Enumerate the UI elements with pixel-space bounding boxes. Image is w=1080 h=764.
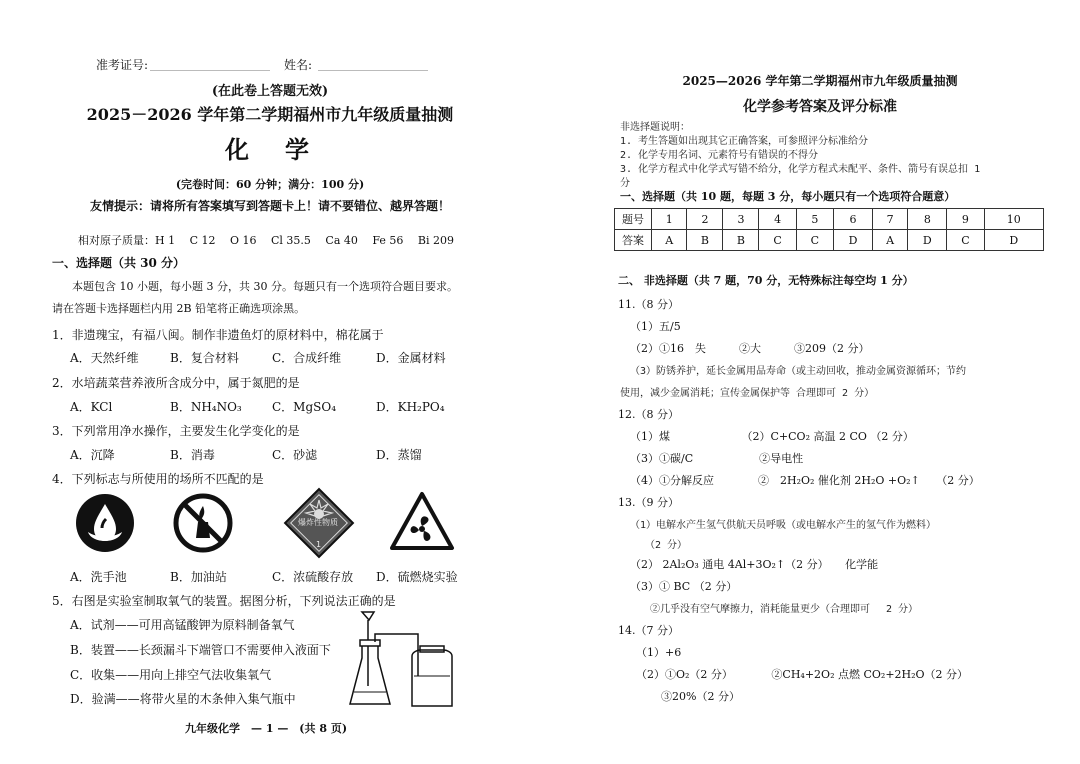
option: B．复合材料 [170, 351, 239, 365]
table-cell: B [723, 230, 759, 251]
section1-desc: 本题包含 10 小题，每小题 3 分，共 30 分。每题只有一个选项符合题目要求。 [72, 280, 458, 293]
answer-line: （2） 2Al₂O₃ 通电 4Al+3O₂↑（2 分） 化学能 [630, 558, 879, 571]
page-footer: 九年级化学 — 1 — (共 8 页) [185, 722, 348, 735]
section2-title: 二、 非选择题（共 7 题，70 分，无特殊标注每空均 1 分） [618, 274, 914, 287]
option: B．加油站 [170, 570, 227, 584]
option: A．天然纤维 [70, 351, 139, 365]
question-stem: 4．下列标志与所使用的场所不匹配的是 [52, 472, 264, 486]
question-stem: 2．水培蔬菜营养液所含成分中，属于氮肥的是 [52, 376, 300, 390]
notes-title: 非选择题说明： [620, 122, 690, 133]
answer-line: 12.（8 分） [618, 408, 679, 421]
answer-key-page [540, 0, 1080, 764]
option: C．砂滤 [272, 448, 318, 462]
note-line: 分 [620, 178, 630, 189]
friendly-tip: 友情提示：请将所有答案填写到答题卡上！请不要错位、越界答题！ [89, 199, 450, 213]
answer-line: 11.（8 分） [618, 298, 679, 311]
option: A．洗手池 [70, 570, 127, 584]
table-row [615, 230, 1044, 251]
oxygen-apparatus-figure [348, 606, 468, 712]
table-cell: D [834, 230, 873, 251]
note-line: 3. 化学方程式中化学式写错不给分，化学方程式未配平、条件、箭号有误总扣 1 [620, 164, 981, 175]
explosive-sign-number: 1 [316, 540, 322, 549]
exam-id-line [150, 70, 270, 71]
exam-title: 2025－2026 学年第二学期福州市九年级质量抽测 [86, 105, 454, 124]
table-header-cell: 题号 [615, 209, 652, 230]
option: A．沉降 [70, 448, 115, 462]
option: C．收集——用向上排空气法收集氧气 [70, 668, 272, 682]
table-cell: 4 [759, 209, 796, 230]
answer-line: （1）+6 [636, 646, 682, 659]
option: D．蒸馏 [376, 448, 422, 462]
exam-id-label: 准考证号: [96, 58, 149, 72]
option: D．硫燃烧实验 [376, 570, 458, 584]
question-stem: 3．下列常用净水操作，主要发生化学变化的是 [52, 424, 300, 438]
fan-ventilation-sign-icon [388, 490, 456, 552]
option: A．试剂——可用高锰酸钾为原料制备氧气 [70, 618, 295, 632]
table-cell: B [687, 230, 723, 251]
answer-line: （2）①O₂（2 分） ②CH₄+2O₂ 点燃 CO₂+2H₂O（2 分） [636, 668, 969, 681]
note-line: 1. 考生答题如出现其它正确答案，可参照评分标准给分 [620, 136, 869, 147]
section1-desc: 请在答题卡选择题栏内用 2B 铅笔将正确选项涂黑。 [52, 302, 306, 315]
answer-line: （3）防锈养护，延长金属用品寿命（或主动回收，推动金属资源循环；节约 [630, 366, 967, 377]
answer-line: ②几乎没有空气摩擦力，消耗能量更少（合理即可 2 分） [640, 604, 919, 615]
table-cell: 6 [834, 209, 873, 230]
section1-title: 一、选择题（共 30 分） [52, 256, 186, 270]
answer-line: （3）① BC （2 分） [630, 580, 738, 593]
option: D．金属材料 [376, 351, 446, 365]
question-stem: 5．右图是实验室制取氧气的装置。据图分析，下列说法正确的是 [52, 594, 396, 608]
table-cell: 8 [908, 209, 947, 230]
answer-line: （2 分） [640, 540, 688, 551]
table-row [615, 209, 1044, 230]
name-line [318, 70, 428, 71]
table-cell: C [796, 230, 833, 251]
answer-line: 13.（9 分） [618, 496, 679, 509]
note-line: 2. 化学专用名词、元素符号有错误的不得分 [620, 150, 819, 161]
option: A．KCl [70, 400, 113, 414]
option: C．浓硫酸存放 [272, 570, 354, 584]
table-cell: D [908, 230, 947, 251]
water-drop-sign-icon [74, 492, 136, 554]
answer-line: （1）电解水产生氢气供航天员呼吸（或电解水产生的氢气作为燃料） [630, 520, 937, 531]
subject-title: 化 学 [225, 135, 315, 164]
notice: (在此卷上答题无效) [211, 84, 329, 99]
table-cell: 3 [723, 209, 759, 230]
table-cell: 9 [947, 209, 984, 230]
table-cell: D [984, 230, 1043, 251]
question-stem: 1．非遗瑰宝，有福八闽。制作非遗鱼灯的原材料中，棉花属于 [52, 328, 384, 342]
option: D．验满——将带火星的木条伸入集气瓶中 [70, 692, 296, 706]
table-cell: 7 [872, 209, 907, 230]
table-cell: A [872, 230, 907, 251]
table-cell: 5 [796, 209, 833, 230]
answer-subtitle: 化学参考答案及评分标准 [743, 99, 897, 115]
answer-line: 使用，减少金属消耗；宣传金属保护等 合理即可 2 分） [620, 388, 875, 399]
table-cell: C [947, 230, 984, 251]
table-cell: A [652, 230, 687, 251]
answer-line: 14.（7 分） [618, 624, 679, 637]
table-cell: C [759, 230, 796, 251]
option: B．装置——长颈漏斗下端管口不需要伸入液面下 [70, 643, 331, 657]
answer-line: （1）煤 （2）C+CO₂ 高温 2 CO （2 分） [630, 430, 914, 443]
atomic-mass: 相对原子质量：H 1 C 12 O 16 Cl 35.5 Ca 40 Fe 56 Bi 209 [78, 234, 455, 247]
table-header-cell: 答案 [615, 230, 652, 251]
time-score: (完卷时间：60 分钟；满分：100 分) [175, 178, 365, 191]
table-cell: 2 [687, 209, 723, 230]
answer-line: ③20%（2 分） [650, 690, 740, 703]
answer-line: （4）①分解反应 ② 2H₂O₂ 催化剂 2H₂O +O₂↑ （2 分） [630, 474, 980, 487]
table-cell: 10 [984, 209, 1043, 230]
option: C．合成纤维 [272, 351, 342, 365]
mc-answer-table [614, 208, 1044, 251]
mc-title: 一、选择题（共 10 题，每题 3 分，每小题只有一个选项符合题意） [620, 190, 956, 203]
name-label: 姓名: [284, 58, 313, 72]
no-open-flame-sign-icon [172, 492, 234, 554]
explosive-sign-text: 爆炸性物质 [298, 518, 338, 527]
table-cell: 1 [652, 209, 687, 230]
option: D．KH₂PO₄ [376, 400, 445, 414]
option: C．MgSO₄ [272, 400, 337, 414]
answer-line: （1）五/5 [630, 320, 681, 333]
answer-line: （2）①16 失 ②大 ③209（2 分） [630, 342, 870, 355]
answer-line: （3）①碳/C ②导电性 [630, 452, 804, 465]
answer-title: 2025—2026 学年第二学期福州市九年级质量抽测 [682, 74, 958, 88]
option: B．NH₄NO₃ [170, 400, 242, 414]
option: B．消毒 [170, 448, 215, 462]
